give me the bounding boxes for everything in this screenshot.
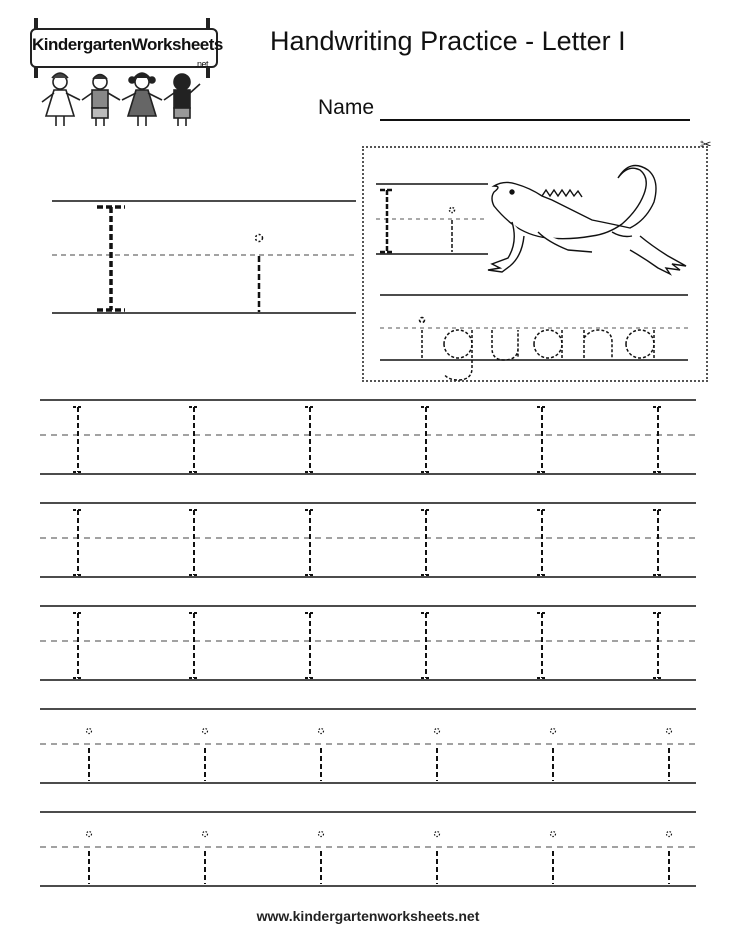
- footer-url: www.kindergartenworksheets.net: [256, 908, 480, 924]
- trace-lowercase-i: [319, 729, 324, 782]
- trace-uppercase-i: [653, 613, 663, 678]
- uppercase-practice-row: [40, 400, 696, 474]
- trace-uppercase-i: [305, 407, 315, 472]
- iguana-picture: [488, 166, 686, 275]
- practice-rows: [40, 400, 696, 886]
- logo-brand: KindergartenWorksheets: [32, 35, 223, 54]
- trace-uppercase-i: [305, 510, 315, 575]
- trace-lowercase-i: [435, 729, 440, 782]
- model-uppercase-i: [97, 207, 125, 310]
- trace-uppercase-i: [73, 613, 83, 678]
- logo-suffix: .net: [194, 59, 208, 69]
- trace-uppercase-i: [189, 407, 199, 472]
- trace-uppercase-i: [653, 407, 663, 472]
- trace-uppercase-i: [189, 613, 199, 678]
- scissors-icon: ✂: [700, 136, 712, 152]
- trace-lowercase-i: [87, 832, 92, 885]
- trace-lowercase-i: [435, 832, 440, 885]
- card-word-iguana: [420, 318, 655, 381]
- trace-lowercase-i: [203, 832, 208, 885]
- trace-uppercase-i: [537, 510, 547, 575]
- card-uppercase-i: [380, 190, 394, 252]
- trace-uppercase-i: [73, 510, 83, 575]
- model-lowercase-i: [256, 235, 263, 313]
- trace-uppercase-i: [421, 407, 431, 472]
- card-lowercase-i: [450, 208, 455, 253]
- page-title: Handwriting Practice - Letter I: [270, 26, 626, 56]
- name-label: Name: [318, 96, 375, 119]
- lowercase-practice-row: [40, 812, 696, 886]
- trace-lowercase-i: [551, 729, 556, 782]
- trace-uppercase-i: [73, 407, 83, 472]
- trace-lowercase-i: [319, 832, 324, 885]
- trace-lowercase-i: [203, 729, 208, 782]
- trace-lowercase-i: [551, 832, 556, 885]
- lowercase-practice-row: [40, 709, 696, 783]
- trace-lowercase-i: [667, 832, 672, 885]
- trace-uppercase-i: [305, 613, 315, 678]
- uppercase-practice-row: [40, 503, 696, 577]
- uppercase-practice-row: [40, 606, 696, 680]
- trace-uppercase-i: [421, 510, 431, 575]
- trace-uppercase-i: [653, 510, 663, 575]
- trace-uppercase-i: [189, 510, 199, 575]
- trace-lowercase-i: [87, 729, 92, 782]
- trace-lowercase-i: [667, 729, 672, 782]
- trace-uppercase-i: [421, 613, 431, 678]
- trace-uppercase-i: [537, 613, 547, 678]
- trace-uppercase-i: [537, 407, 547, 472]
